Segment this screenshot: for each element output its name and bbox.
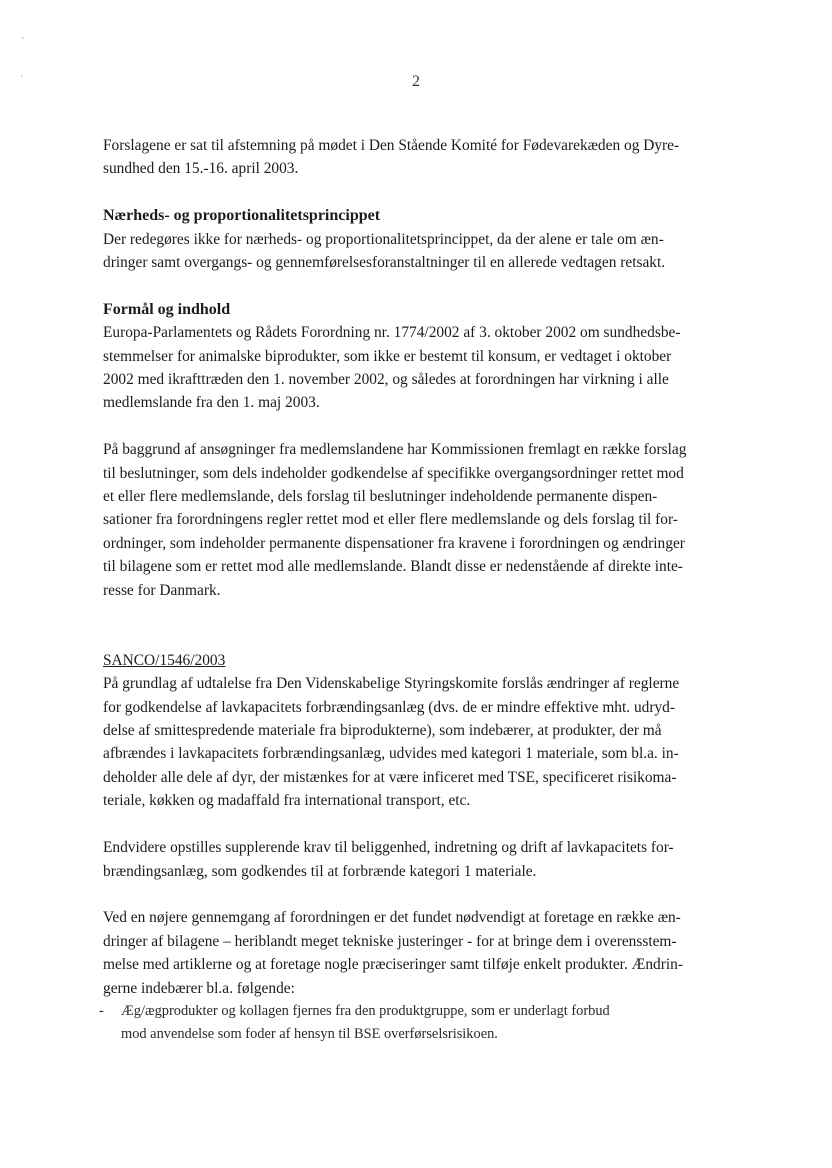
proportionality-section xyxy=(103,204,743,274)
sanco-paragraph-2 xyxy=(103,836,743,883)
text-line: På baggrund af ansøgninger fra medlemslandene har Kommissionen fremlagt en række forslag xyxy=(103,441,687,459)
text-line: stemmelser for animalske biprodukter, som ikke er bestemt til konsum, er vedtaget i oktober xyxy=(103,347,672,365)
scan-speck: · xyxy=(20,72,24,83)
text-line: Ved en nøjere gennemgang af forordningen er det fundet nødvendigt at foretage en række æn- xyxy=(103,909,681,927)
text-line: resse for Danmark. xyxy=(103,581,221,599)
text-line: Æg/ægprodukter og kollagen fjernes fra den produktgruppe, som er underlagt forbud xyxy=(121,1002,610,1019)
text-line: Endvidere opstilles supplerende krav til beliggenhed, indretning og drift af lavkapacitets for- xyxy=(103,839,674,857)
text-line: mod anvendelse som foder af hensyn til BSE overførselsrisikoen. xyxy=(121,1026,498,1043)
text-line: Europa-Parlamentets og Rådets Forordning nr. 1774/2002 af 3. oktober 2002 om sundhedsbe- xyxy=(103,324,681,342)
scan-speck: ' xyxy=(22,36,24,47)
text-line: for godkendelse af lavkapacitets forbrændingsanlæg (dvs. de er mindre effektive mht. udryd- xyxy=(103,698,675,716)
text-line: til beslutninger, som dels indeholder godkendelse af specifikke overgangsordninger rettet mod xyxy=(103,464,684,482)
text-line: til bilagene som er rettet mod alle medlemslande. Blandt disse er nedenstående af direkte inte- xyxy=(103,558,683,576)
section-heading: Formål og indhold xyxy=(103,300,231,318)
sanco-paragraph-3 xyxy=(99,906,743,1046)
text-line: melse med artiklerne og at foretage nogle præciseringer samt tilføje enkelt produkter. Ændrin- xyxy=(103,956,683,974)
text-line: brændingsanlæg, som godkendes til at forbrænde kategori 1 materiale. xyxy=(103,862,537,880)
text-line: delse af smittespredende materiale fra biprodukterne), som indebærer, at produkter, der må xyxy=(103,722,662,740)
section-heading: Nærheds- og proportionalitetsprincippet xyxy=(103,207,381,225)
text-line: afbrændes i lavkapacitets forbrændingsanlæg, udvides med kategori 1 materiale, som bl.a. in- xyxy=(103,745,679,763)
text-line: dringer samt overgangs- og gennemførelsesforanstaltninger til en allerede vedtagen retsakt. xyxy=(103,254,666,272)
text-line: et eller flere medlemslande, dels forslag til beslutninger indeholdende permanente dispen- xyxy=(103,488,658,506)
document-body xyxy=(99,134,743,1047)
page-number: 2 xyxy=(412,73,420,90)
text-line: På grundlag af udtalelse fra Den Videnskabelige Styringskomite forslås ændringer af reglerne xyxy=(103,675,680,693)
text-line: medlemslande fra den 1. maj 2003. xyxy=(103,394,320,412)
text-line: gerne indebærer bl.a. følgende: xyxy=(103,979,295,997)
spacer xyxy=(103,625,743,648)
list-item xyxy=(99,1000,743,1047)
dash-bullet: - xyxy=(99,1002,104,1019)
text-line: Der redegøres ikke for nærheds- og proportionalitetsprincippet, da der alene er tale om æn- xyxy=(103,230,664,248)
text-line: ordninger, som indeholder permanente dispensationer fra kravene i forordningen og ændringer xyxy=(103,534,685,552)
text-line: deholder alle dele af dyr, der mistænkes for at være inficeret med TSE, specificeret risikoma- xyxy=(103,768,677,786)
sanco-section xyxy=(103,649,743,813)
text-line: dringer af bilagene – heriblandt meget tekniske justeringer - for at bringe dem i overensstem- xyxy=(103,932,677,950)
text-line: Forslagene er sat til afstemning på mødet i Den Stående Komité for Fødevarekæden og Dyre- xyxy=(103,137,680,154)
intro-paragraph xyxy=(103,134,743,181)
text-line: sationer fra forordningens regler rettet mod et eller flere medlemslande og dels forslag til for- xyxy=(103,511,678,529)
purpose-section xyxy=(103,298,743,415)
case-reference: SANCO/1546/2003 xyxy=(103,651,226,669)
purpose-paragraph-2 xyxy=(103,438,743,602)
text-line: 2002 med ikrafttræden den 1. november 2002, og således at forordningen har virkning i alle xyxy=(103,371,669,389)
text-line: teriale, køkken og madaffald fra international transport, etc. xyxy=(103,792,471,810)
text-line: sundhed den 15.-16. april 2003. xyxy=(103,160,299,178)
